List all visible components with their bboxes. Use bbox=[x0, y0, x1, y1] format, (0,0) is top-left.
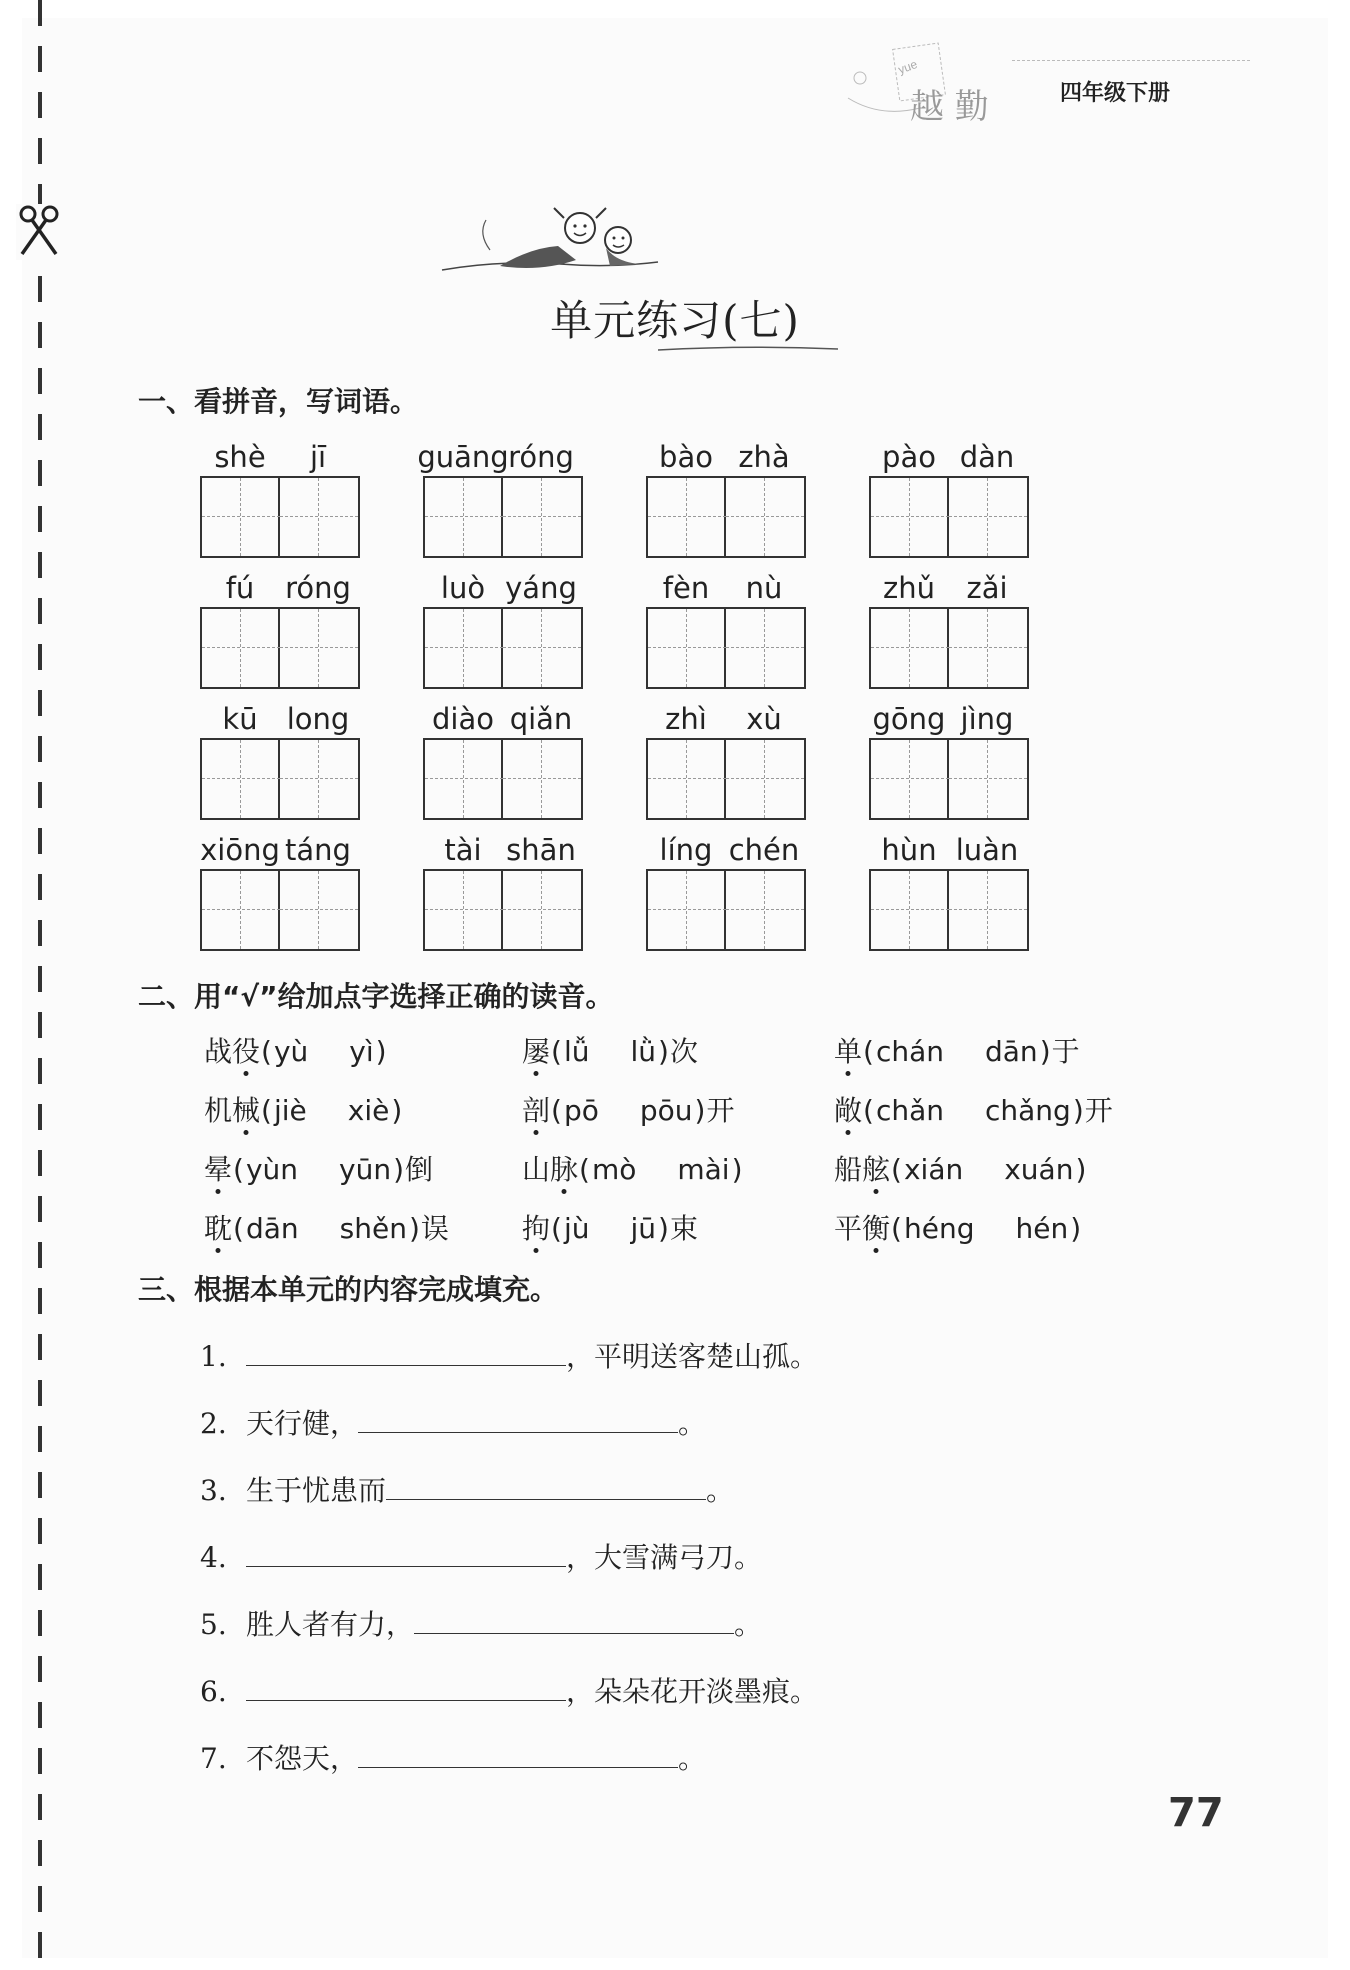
pinyin-syllable: róng bbox=[285, 571, 351, 605]
text-after: 。 bbox=[706, 1474, 735, 1507]
pinyin-syllable: shān bbox=[506, 833, 576, 867]
reading-option[interactable]: lǚ bbox=[563, 1035, 590, 1068]
item-number: 4. bbox=[200, 1541, 227, 1574]
reading-item: 平衡(héng hén) bbox=[834, 1212, 1082, 1245]
pinyin-syllable: fú bbox=[225, 571, 255, 605]
pinyin-syllable: luàn bbox=[955, 833, 1019, 867]
writing-box[interactable] bbox=[200, 607, 360, 689]
dotted-character: 拘 bbox=[522, 1212, 551, 1245]
writing-box[interactable] bbox=[646, 607, 806, 689]
reading-suffix: 倒 bbox=[405, 1153, 434, 1186]
reading-item: 剖(pō pōu)开 bbox=[522, 1094, 735, 1127]
dotted-character: 单 bbox=[834, 1035, 863, 1068]
pinyin-syllable: hùn bbox=[881, 833, 937, 867]
answer-blank[interactable] bbox=[246, 1542, 566, 1567]
pinyin-syllable: shè bbox=[214, 440, 266, 474]
reading-prefix: 船 bbox=[834, 1153, 863, 1186]
reading-option[interactable]: chán bbox=[875, 1035, 944, 1068]
reading-option[interactable]: xuán bbox=[1004, 1153, 1074, 1186]
fill-item bbox=[200, 1402, 706, 1442]
title-underline bbox=[658, 345, 838, 353]
answer-blank[interactable] bbox=[414, 1609, 734, 1634]
dotted-character: 敞 bbox=[834, 1094, 863, 1127]
reading-item: 晕(yùn yūn)倒 bbox=[204, 1153, 434, 1186]
pinyin-syllable: dàn bbox=[959, 440, 1015, 474]
text-after: 。 bbox=[734, 1608, 763, 1641]
fill-item bbox=[200, 1670, 818, 1710]
reading-option[interactable]: xián bbox=[903, 1153, 964, 1186]
text-before: 不怨天， bbox=[246, 1742, 359, 1775]
dotted-character: 晕 bbox=[204, 1153, 233, 1186]
answer-blank[interactable] bbox=[246, 1341, 566, 1366]
writing-box[interactable] bbox=[869, 738, 1029, 820]
pinyin-syllable: zhì bbox=[665, 702, 707, 736]
text-before: 胜人者有力， bbox=[246, 1608, 415, 1641]
writing-box[interactable] bbox=[869, 607, 1029, 689]
writing-box[interactable] bbox=[423, 607, 583, 689]
reading-prefix: 机 bbox=[204, 1094, 233, 1127]
reading-item: 战役(yù yì) bbox=[204, 1035, 387, 1068]
scissors-icon bbox=[16, 204, 64, 260]
pinyin-syllable: líng bbox=[659, 833, 713, 867]
pinyin-syllable: yáng bbox=[505, 571, 577, 605]
reading-prefix: 战 bbox=[204, 1035, 233, 1068]
text-before: 生于忧患而 bbox=[246, 1474, 387, 1507]
reading-suffix: 误 bbox=[420, 1212, 449, 1245]
fill-item bbox=[200, 1335, 818, 1375]
reading-option[interactable]: jù bbox=[563, 1212, 590, 1245]
pinyin-syllable: zǎi bbox=[966, 571, 1008, 605]
pinyin-syllable: zhǔ bbox=[883, 571, 935, 605]
reading-option[interactable]: yù bbox=[273, 1035, 309, 1068]
fill-item bbox=[200, 1603, 762, 1643]
pinyin-syllable: long bbox=[286, 702, 350, 736]
text-after: ，朵朵花开淡墨痕。 bbox=[566, 1675, 819, 1708]
pinyin-syllable: táng bbox=[285, 833, 351, 867]
reading-option[interactable]: pōu bbox=[639, 1094, 693, 1127]
reading-option[interactable]: yūn bbox=[339, 1153, 392, 1186]
dotted-character: 械 bbox=[232, 1094, 261, 1127]
reading-suffix: 次 bbox=[669, 1035, 698, 1068]
writing-box[interactable] bbox=[869, 476, 1029, 558]
dotted-character: 役 bbox=[232, 1035, 261, 1068]
item-number: 3. bbox=[200, 1474, 227, 1507]
reading-option[interactable]: pō bbox=[563, 1094, 599, 1127]
pinyin-syllable: guāng bbox=[417, 440, 509, 474]
answer-blank[interactable] bbox=[246, 1676, 566, 1701]
writing-box[interactable] bbox=[200, 476, 360, 558]
reading-item: 耽(dān shěn)误 bbox=[204, 1212, 449, 1245]
kids-illustration bbox=[440, 190, 660, 290]
item-number: 1. bbox=[200, 1340, 227, 1373]
pinyin-syllable: gōng bbox=[872, 702, 946, 736]
answer-blank[interactable] bbox=[386, 1475, 706, 1500]
pinyin-syllable: jìng bbox=[960, 702, 1014, 736]
pinyin-syllable: bào bbox=[659, 440, 713, 474]
item-number: 5. bbox=[200, 1608, 227, 1641]
fill-item bbox=[200, 1737, 706, 1777]
reading-option[interactable]: hén bbox=[1015, 1212, 1069, 1245]
text-after: ，平明送客楚山孤。 bbox=[566, 1340, 819, 1373]
reading-prefix: 山 bbox=[522, 1153, 551, 1186]
reading-option[interactable]: mò bbox=[591, 1153, 637, 1186]
pinyin-syllable: qiǎn bbox=[509, 702, 573, 736]
reading-option[interactable]: shěn bbox=[339, 1212, 407, 1245]
dotted-character: 脉 bbox=[550, 1153, 579, 1186]
writing-box[interactable] bbox=[423, 476, 583, 558]
reading-item: 船舷(xián xuán) bbox=[834, 1153, 1087, 1186]
writing-box[interactable] bbox=[200, 869, 360, 951]
stamp-pinyin: yue bbox=[896, 57, 920, 77]
reading-option[interactable]: jū bbox=[630, 1212, 657, 1245]
text-after: 。 bbox=[678, 1407, 707, 1440]
pinyin-syllable: diào bbox=[432, 702, 494, 736]
reading-option[interactable]: xiè bbox=[347, 1094, 390, 1127]
item-number: 7. bbox=[200, 1742, 227, 1775]
reading-option[interactable]: yùn bbox=[245, 1153, 299, 1186]
reading-option[interactable]: dān bbox=[985, 1035, 1038, 1068]
yue-qin-stamp bbox=[840, 38, 1020, 138]
dotted-character: 耽 bbox=[204, 1212, 233, 1245]
writing-box[interactable] bbox=[646, 869, 806, 951]
section1-heading: 一、看拼音，写词语。 bbox=[138, 385, 419, 418]
page-title: 单元练习(七) bbox=[550, 296, 800, 345]
reading-suffix: 开 bbox=[706, 1094, 735, 1127]
reading-item: 单(chán dān)于 bbox=[834, 1035, 1080, 1068]
text-after: 。 bbox=[678, 1742, 707, 1775]
writing-box[interactable] bbox=[869, 869, 1029, 951]
item-number: 6. bbox=[200, 1675, 227, 1708]
section3-heading: 三、根据本单元的内容完成填充。 bbox=[138, 1273, 559, 1306]
dotted-character: 衡 bbox=[862, 1212, 891, 1245]
reading-option[interactable]: jiè bbox=[273, 1094, 307, 1127]
section2-heading: 二、用“√”给加点字选择正确的读音。 bbox=[138, 980, 614, 1013]
pinyin-syllable: zhà bbox=[738, 440, 790, 474]
dotted-character: 屡 bbox=[522, 1035, 551, 1068]
reading-item: 机械(jiè xiè) bbox=[204, 1094, 403, 1127]
pinyin-syllable: tài bbox=[444, 833, 482, 867]
dotted-character: 剖 bbox=[522, 1094, 551, 1127]
reading-option[interactable]: yì bbox=[349, 1035, 374, 1068]
reading-option[interactable]: lǜ bbox=[630, 1035, 657, 1068]
pinyin-syllable: nù bbox=[745, 571, 783, 605]
writing-box[interactable] bbox=[423, 738, 583, 820]
pinyin-syllable: kū bbox=[222, 702, 258, 736]
dotted-character: 舷 bbox=[862, 1153, 891, 1186]
text-after: ，大雪满弓刀。 bbox=[566, 1541, 763, 1574]
pinyin-syllable: fèn bbox=[662, 571, 710, 605]
fill-item bbox=[200, 1536, 762, 1576]
writing-box[interactable] bbox=[423, 869, 583, 951]
writing-box[interactable] bbox=[646, 476, 806, 558]
pinyin-syllable: luò bbox=[440, 571, 486, 605]
reading-prefix: 平 bbox=[834, 1212, 863, 1245]
pinyin-syllable: jī bbox=[309, 440, 327, 474]
reading-suffix: 于 bbox=[1051, 1035, 1080, 1068]
pinyin-syllable: pào bbox=[882, 440, 936, 474]
answer-blank[interactable] bbox=[358, 1408, 678, 1433]
writing-box[interactable] bbox=[646, 738, 806, 820]
item-number: 2. bbox=[200, 1407, 227, 1440]
reading-item: 山脉(mò mài) bbox=[522, 1153, 743, 1186]
grade-label: 四年级下册 bbox=[1060, 81, 1171, 106]
stamp-text: 越 勤 bbox=[910, 87, 989, 127]
reading-option[interactable]: héng bbox=[903, 1212, 975, 1245]
reading-option[interactable]: dān bbox=[245, 1212, 299, 1245]
pinyin-syllable: róng bbox=[508, 440, 574, 474]
reading-suffix: 开 bbox=[1084, 1094, 1113, 1127]
reading-option[interactable]: chǎng bbox=[985, 1094, 1071, 1127]
reading-item: 敞(chǎn chǎng)开 bbox=[834, 1094, 1113, 1127]
reading-suffix: 束 bbox=[669, 1212, 698, 1245]
reading-item: 拘(jù jū)束 bbox=[522, 1212, 698, 1245]
pinyin-syllable: chén bbox=[728, 833, 800, 867]
reading-option[interactable]: mài bbox=[677, 1153, 730, 1186]
page-number: 77 bbox=[1168, 1790, 1224, 1836]
reading-item: 屡(lǚ lǜ)次 bbox=[522, 1035, 698, 1068]
writing-box[interactable] bbox=[200, 738, 360, 820]
text-before: 天行健， bbox=[246, 1407, 359, 1440]
answer-blank[interactable] bbox=[358, 1743, 678, 1768]
fill-item bbox=[200, 1469, 734, 1509]
pinyin-syllable: xiōng bbox=[200, 833, 280, 867]
reading-option[interactable]: chǎn bbox=[875, 1094, 944, 1127]
pinyin-syllable: xù bbox=[746, 702, 782, 736]
